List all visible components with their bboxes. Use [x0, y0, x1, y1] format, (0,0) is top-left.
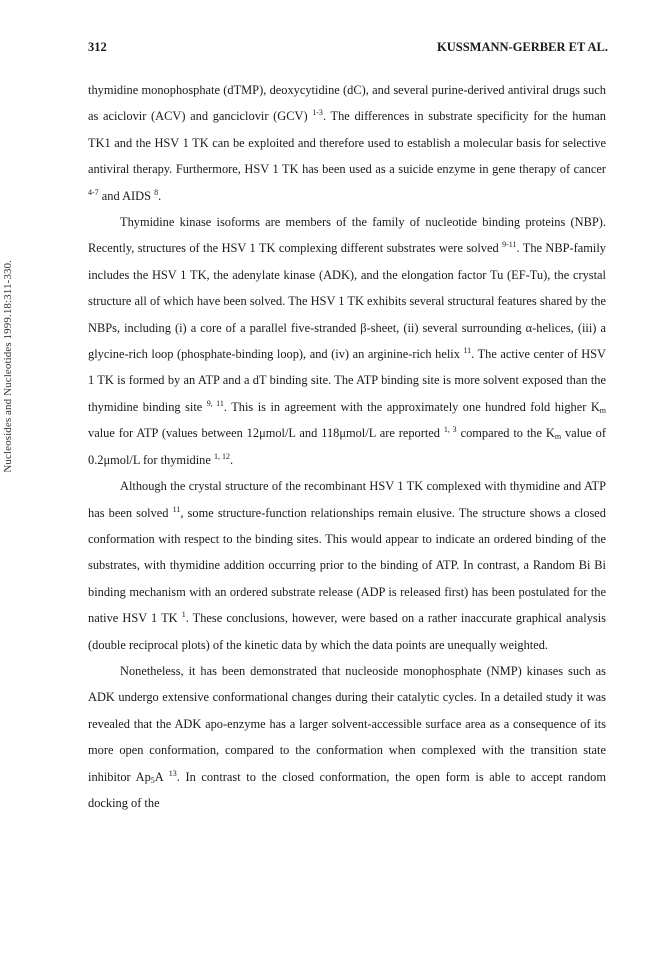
running-title: KUSSMANN-GERBER ET AL. [437, 40, 608, 54]
text-run: Although the crystal structure of the recombinant HSV 1 TK complexed with thymidine and ATP has been solved [88, 479, 606, 520]
article-body [88, 77, 606, 816]
text-run: . The NBP-family includes the HSV 1 TK, the adenylate kinase (ADK), and the elongation factor Tu (EF-Tu), the crystal structure all of which have been solved. The HSV 1 TK exhibits several structural features shared by the NBPs, including (i) a core of a parallel five-stranded β-sheet, (ii) several surrounding α-helices, (iii) a glycine-rich loop (phosphate-binding loop), and (iv) an arginine-rich helix [88, 241, 607, 362]
citation-superscript: 1-3 [312, 108, 323, 118]
text-run: thymidine monophosphate (dTMP), deoxycytidine (dC), and several purine-derived antiviral drugs such as aciclovir (ACV) and ganciclovir (GCV) [88, 83, 606, 124]
text-run: . [158, 188, 162, 203]
text-run: . The differences in substrate specificity for the human TK1 and the HSV 1 TK can be exploited and therefore used to establish a molecular basis for selective antiviral therapy. Furthermore, HSV 1 TK has been used as a suicide enzyme in gene therapy of cancer [88, 109, 607, 177]
text-run: . The active center of HSV 1 TK is formed by an ATP and a dT binding site. The ATP binding site is more solvent exposed than the thymidine binding site [88, 347, 607, 414]
text-run: . These conclusions, however, were based on a rather inaccurate graphical analysis (double reciprocal plots) of the kinetic data by which the data points are unequally weighted. [88, 611, 607, 652]
journal-citation-sidebar: Nucleosides and Nucleotides 1999.18:311-330. [2, 260, 14, 473]
text-run: , some structure-function relationships remain elusive. The structure shows a closed conformation with respect to the binding sites. This would appear to indicate an ordered binding of the substrates, with thymidine addition occurring prior to the binding of ATP. In contrast, a Random Bi Bi binding mechanism with an ordered substrate release (ADP is released first) has been postulated for the native HSV 1 TK [88, 505, 606, 626]
page-number: 312 [88, 40, 107, 54]
text-run: A [154, 769, 169, 784]
text-run: value for ATP (values between 12μmol/L and 118μmol/L are reported [88, 426, 444, 441]
citation-superscript: 9-11 [502, 240, 517, 250]
page-header [88, 40, 608, 55]
citation-superscript: 4-7 [88, 187, 99, 197]
citation-superscript: 8 [154, 187, 159, 197]
text-run: Nonetheless, it has been demonstrated that nucleoside monophosphate (NMP) kinases such as ADK undergo extensive conformational changes during their catalytic cycles. In a detailed study it was revealed that the ADK apo-enzyme has a larger solvent-accessible surface area as a consequence of its more open conformation, compared to the conformation when complexed with the transition state inhibitor Ap [88, 663, 606, 784]
body-paragraph [88, 473, 606, 658]
citation-superscript: 1, 12 [213, 451, 230, 461]
text-run: value of 0.2μmol/L for thymidine [88, 426, 606, 467]
citation-superscript: 1, 3 [443, 425, 457, 435]
citation-superscript: 1 [181, 610, 186, 620]
citation-superscript: 9, 11 [206, 398, 224, 408]
citation-superscript: 13 [168, 768, 177, 778]
text-run: Thymidine kinase isoforms are members of the family of nucleotide binding proteins (NBP). Recently, structures of the HSV 1 TK complexing different substrates were solved [88, 215, 606, 256]
text-run: . In contrast to the closed conformation, the open form is able to accept random docking of the [88, 769, 606, 810]
text-run: . [229, 452, 234, 467]
subscript: m [554, 432, 562, 442]
text-run: compared to the K [456, 426, 555, 441]
body-paragraph [88, 658, 606, 816]
subscript: m [599, 405, 607, 415]
body-paragraph [88, 209, 606, 473]
text-run: . This is in agreement with the approximately one hundred fold higher K [223, 399, 600, 414]
citation-superscript: 11 [172, 504, 181, 514]
body-paragraph [88, 77, 606, 209]
subscript: 5 [150, 775, 155, 785]
citation-superscript: 11 [463, 346, 472, 356]
text-run: and AIDS [98, 188, 155, 203]
